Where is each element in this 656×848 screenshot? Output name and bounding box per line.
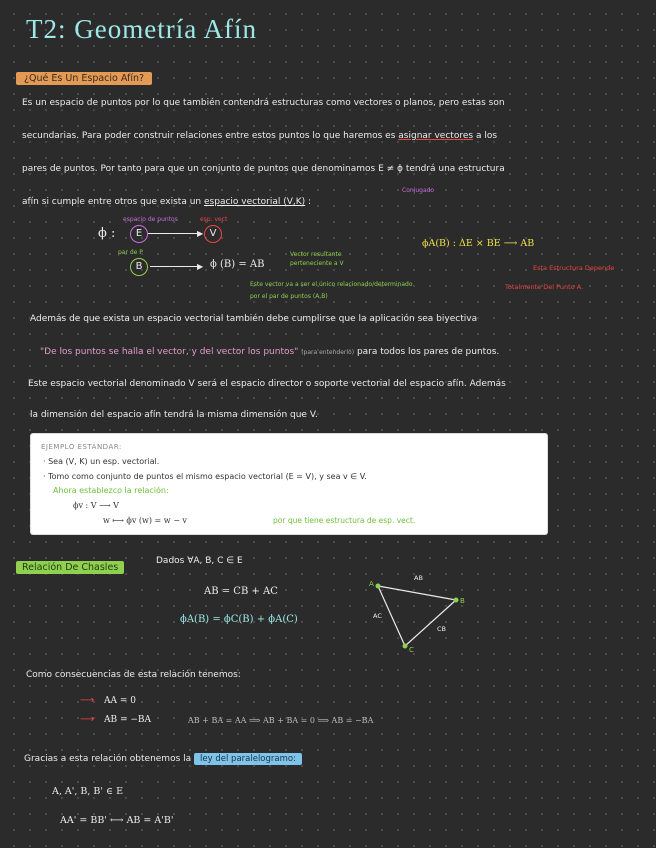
tri-label-A: A: [369, 580, 374, 588]
vector-note-1: Vector resultante: [290, 251, 342, 258]
paragraph2-line1: Además de que exista un espacio vectorial también debe cumplirse que la aplicación sea biyectiva: [30, 314, 478, 324]
label-esp-vect: esp. vect: [200, 216, 228, 223]
section-heading-espacio-afin: ¿Qué Es Un Espacio Afín?: [16, 66, 152, 85]
example-card: [31, 434, 547, 534]
arrow-E-V: [148, 233, 200, 234]
card-line2: · Tomo como conjunto de puntos el mismo espacio vectorial (E = V), y sea v ∈ V.: [43, 472, 367, 481]
paragraph1-line1: Es un espacio de puntos por lo que también contendrá estructuras como vectores o planos, pero estas son: [22, 98, 505, 108]
card-line3: Ahora establezco la relación:: [53, 486, 169, 495]
paragraph1-line2: secundarias. Para poder construir relaciones entre estos puntos lo que haremos es asignar vectores a los: [22, 131, 498, 141]
tri-edge-AC: AC: [373, 612, 382, 620]
chasles-eq2: ϕA(B) = ϕC(B) + ϕA(C): [180, 614, 298, 625]
set-V: V: [204, 225, 222, 243]
chasles-eq1: AB = CB + AC: [204, 586, 278, 597]
tri-edge-AB: AB: [414, 574, 423, 582]
arrow-B: [150, 266, 200, 267]
tri-label-C: C: [409, 646, 414, 654]
tri-edge-CB: CB: [437, 625, 446, 633]
parallelogram-equation: AA' = BB' ⟷ AB = A'B': [60, 815, 174, 826]
note-structure-2: Totalmente Del Punto A.: [505, 283, 584, 291]
arrow-head-B: ▶: [197, 262, 204, 271]
point-B: B: [130, 258, 148, 276]
note-structure-1: Esta Estructura Depende: [533, 264, 615, 272]
phi-symbol: ϕ :: [98, 226, 116, 241]
consequence-1: AA = 0: [104, 696, 136, 706]
card-line5: w ⟼ ϕv (w) = w − v: [103, 516, 187, 525]
consequences-intro: Como consecuencias de esta relación tenemos:: [26, 670, 241, 680]
green-note-1: Este vector va a ser el único relacionado/determinado: [250, 281, 413, 288]
card-line5-note: por que tiene estructura de esp. vect.: [273, 516, 416, 525]
conjugado-note: Conjugado: [402, 187, 435, 194]
paragraph1-line3: pares de puntos. Por tanto para que un conjunto de puntos que denominamos E ≠ ϕ tendrá una estructura: [22, 164, 505, 174]
chasles-given: Dados ∀A, B, C ∈ E: [156, 556, 243, 566]
phiA-formula: ϕA(B) : ΔE × BE ⟶ AB: [422, 238, 535, 249]
parallelogram-given: A, A', B, B' ∈ E: [52, 786, 124, 797]
consequence-2-derivation: AB + BA = AA ⟹ AB + BA = 0 ⟹ AB = −BA: [188, 716, 374, 725]
paragraph2-line3: Este espacio vectorial denominado V será el espacio director o soporte vectorial del espacio afín. Además: [28, 379, 506, 389]
green-note-2: por el par de puntos (A,B): [250, 293, 328, 300]
arrow-head-E-V: ▶: [197, 229, 204, 238]
tri-label-B: B: [460, 597, 465, 605]
phiB-equation: ϕ (B) = AB: [210, 259, 265, 270]
card-heading: EJEMPLO ESTÁNDAR:: [41, 443, 122, 451]
consequence-2: AB = −BA: [104, 715, 152, 725]
section-heading-chasles: Relación De Chasles: [16, 555, 124, 574]
vector-note-2: perteneciente a V: [290, 260, 344, 267]
card-line1: · Sea (V, K) un esp. vectorial.: [43, 457, 160, 466]
parallelogram-intro: Gracias a esta relación obtenemos la ley del paralelogramo:: [24, 754, 302, 764]
label-par-puntos: par de P: [118, 249, 143, 256]
paragraph1-line4: afín si cumple entre otros que exista un espacio vectorial (V,K) :: [22, 197, 312, 207]
set-E: E: [130, 225, 148, 243]
page-title: T2: Geometría Afín: [26, 14, 257, 44]
label-espacio-puntos: espacio de puntos: [123, 216, 178, 223]
paragraph2-line2: "De los puntos se halla el vector, y del vector los puntos" (para entenderlo) para todos los pares de puntos.: [40, 347, 500, 357]
arrow-consequence-2: ⟶: [80, 714, 95, 725]
card-line4: ϕv : V ⟶ V: [73, 501, 119, 510]
paragraph2-line4: la dimensión del espacio afín tendrá la misma dimensión que V.: [30, 410, 318, 420]
arrow-consequence-1: ⟶: [80, 695, 95, 706]
